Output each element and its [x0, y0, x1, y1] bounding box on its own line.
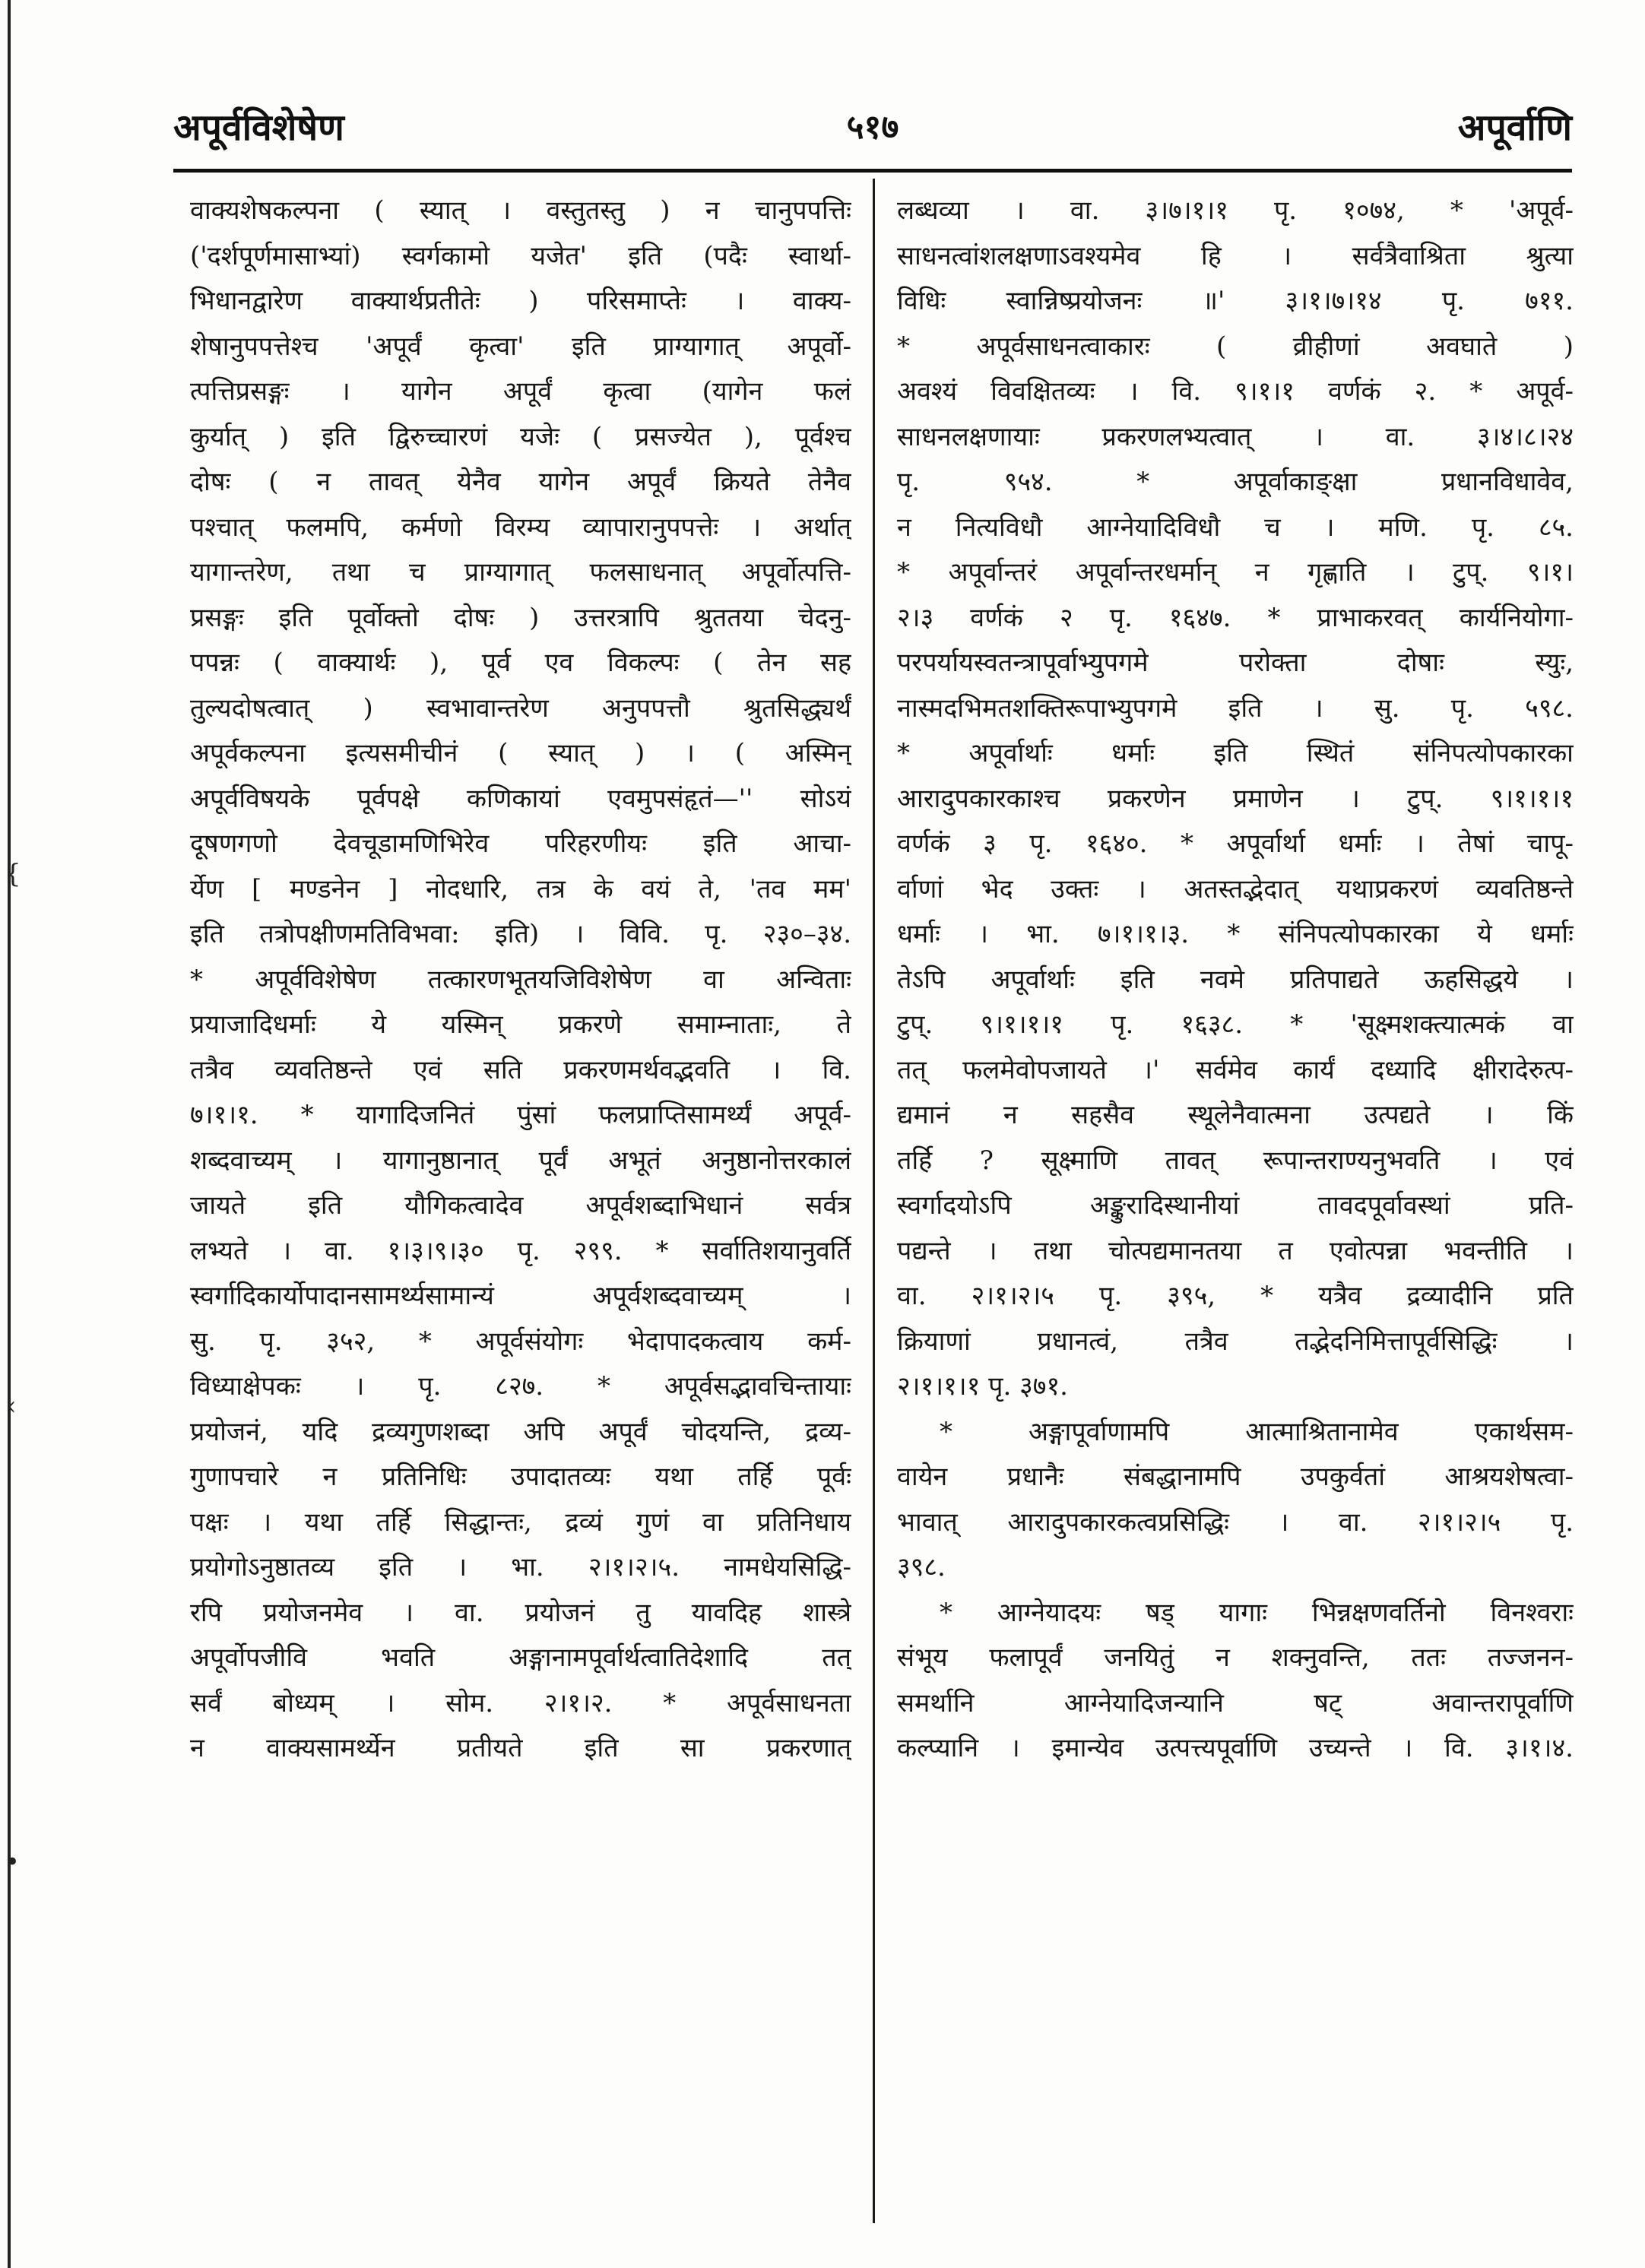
text-line: कल्प्यानि । इमान्येव उत्पत्त्यपूर्वाणि उच्यन्ते । वि. ३।१।४.	[897, 1733, 1574, 1763]
column-divider	[873, 179, 875, 2223]
text-line: तेऽपि अपूर्वार्थाः इति नवमे प्रतिपाद्यते ऊहसिद्धये ।	[897, 964, 1574, 995]
text-line: भिधानद्वारेण वाक्यार्थप्रतीतेः ) परिसमाप्तेः । वाक्य-	[190, 286, 851, 316]
text-line: अपूर्वविषयके पूर्वपक्षे कणिकायां एवमुपसंहृतं—'' सोऽयं	[190, 783, 851, 814]
text-line: वाक्यशेषकल्पना ( स्यात् । वस्तुतस्तु ) न चानुपपत्तिः	[190, 195, 851, 226]
text-line: वर्णकं ३ पृ. १६४०. * अपूर्वार्था धर्माः । तेषां चापू-	[897, 828, 1574, 859]
text-line: सर्वं बोध्यम् । सोम. २।१।२. * अपूर्वसाधनता	[190, 1687, 851, 1718]
text-line: पश्चात् फलमपि, कर्मणो विरम्य व्यापारानुपपत्तेः । अर्थात्	[190, 512, 851, 543]
text-line: गुणापचारे न प्रतिनिधिः उपादातव्यः यथा तर्हि पूर्वः	[190, 1462, 851, 1492]
text-line: वायेन प्रधानैः संबद्धानामपि उपकुर्वतां आश्रयशेषत्वा-	[897, 1462, 1574, 1492]
text-line: नास्मदभिमतशक्तिरूपाभ्युपगमे इति । सु. पृ. ५९८.	[897, 692, 1574, 724]
text-line: पृ. ९५४. * अपूर्वाकाङ्क्षा प्रधानविधावेव,	[897, 467, 1574, 497]
text-line: सु. पृ. ३५२, * अपूर्वसंयोगः भेदापादकत्वाय कर्म-	[190, 1326, 851, 1357]
text-line: २।३ वर्णकं २ पृ. १६४७. * प्राभाकरवत् कार्यनियोगा-	[897, 602, 1574, 633]
text-line: प्रयाजादिधर्माः ये यस्मिन् प्रकरणे समाम्नाताः, ते	[190, 1009, 851, 1040]
text-line: पपन्नः ( वाक्यार्थः ), पूर्व एव विकल्पः ( तेन सह	[190, 648, 851, 678]
running-header	[173, 97, 1572, 158]
page-number: ५१७	[846, 108, 899, 147]
text-line: द्यमानं न सहसैव स्थूलेनैवात्मना उत्पद्यते । किं	[897, 1100, 1574, 1130]
text-line: परपर्यायस्वतन्त्रापूर्वाभ्युपगमे परोक्ता दोषाः स्युः,	[897, 648, 1574, 678]
text-line: * अपूर्वसाधनत्वाकारः ( व्रीहीणां अवघाते )	[897, 331, 1574, 362]
text-line: आराद‍ुपकारकाश्च प्रकरणेन प्रमाणेन । टुप्. ९।१।१।१	[897, 783, 1574, 814]
text-line: टुप्. ९।१।१।१ पृ. १६३८. * 'सूक्ष्मशक्त्यात्मकं वा	[897, 1009, 1574, 1040]
text-line: २।१।१।१ पृ. ३७१.	[897, 1371, 1068, 1402]
text-line: न नित्यविधौ आग्नेयादिविधौ च । मणि. पृ. ८५.	[897, 512, 1574, 543]
text-line: दोषः ( न तावत् येनैव यागेन अपूर्वं क्रियते तेनैव	[190, 467, 851, 497]
margin-mark: {	[5, 859, 21, 889]
left-column	[190, 188, 851, 2225]
right-column	[897, 188, 1574, 2225]
text-line: * अपूर्वार्थाः धर्माः इति स्थितं संनिपत्योपकारका	[897, 738, 1574, 768]
text-line: पद्यन्ते । तथा चोत्पद्यमानतया त एवोत्पन्ना भवन्तीति ।	[897, 1235, 1574, 1266]
text-line: ७।१।१. * यागादिजनितं पुंसां फलप्राप्तिसामर्थ्यं अपूर्व-	[190, 1100, 851, 1130]
header-left-word: अपूर्वविशेषेण	[173, 106, 344, 149]
text-line: अवश्यं विवक्षितव्यः । वि. ९।१।१ वर्णकं २. * अपूर्व-	[897, 376, 1574, 407]
text-line: विध्याक्षेपकः । पृ. ८२७. * अपूर्वसद्भावचिन्तायाः	[190, 1371, 851, 1402]
text-line: जायते इति यौगिकत्वादेव अपूर्वशब्दाभिधानं सर्वत्र	[190, 1190, 851, 1221]
text-line: कुर्यात् ) इति द्विरुच्चारणं यजेः ( प्रसज्येत ), पूर्वश्च	[190, 421, 851, 452]
text-line: * अङ्गापूर्वाणामपि आत्माश्रितानामेव एकार्थसम-	[940, 1416, 1574, 1447]
text-line: प्रयोगोऽनुष्ठातव्य इति । भा. २।१।२।५. नामधेयसिद्धि-	[190, 1552, 851, 1582]
text-line: क्रियाणां प्रधानत्वं, तत्रैव तद्भेदनिमित्तापूर्वसिद्धिः ।	[897, 1326, 1574, 1357]
margin-mark: ‹	[6, 1391, 17, 1421]
text-line: अपूर्वोपजीवि भवति अङ्गानामपूर्वार्थत्वातिदेशादि तत्	[190, 1642, 851, 1673]
text-line: पक्षः । यथा तर्हि सिद्धान्तः, द्रव्यं गुणं वा प्रतिनिधाय	[190, 1506, 851, 1538]
text-line: साधनलक्षणायाः प्रकरणलभ्यत्वात् । वा. ३।४।८।२४	[897, 421, 1574, 452]
text-line: तुल्यदोषत्वात् ) स्वभावान्तरेण अनुपपत्तौ श्रुतसिद्ध्यर्थं	[190, 692, 851, 724]
header-right-word: अपूर्वाणि	[1457, 106, 1572, 149]
text-line: यागान्तरेण, तथा च प्राग्यागात् फलसाधनात् अपूर्वोत्पत्ति-	[190, 557, 851, 588]
text-line: ('दर्शपूर्णमासाभ्यां) स्वर्गकामो यजेत' इति (पदैः स्वार्था-	[190, 240, 851, 271]
text-line: अपूर्वकल्पना इत्यसमीचीनं ( स्यात् ) । ( अस्मिन्	[190, 738, 851, 768]
text-line: समर्थानि आग्नेयादिजन्यानि षट् अवान्तरापूर्वाणि	[897, 1687, 1574, 1718]
text-line: स्वर्गादिकार्योपादानसामर्थ्यसामान्यं अपूर्वशब्दवाच्यम् ।	[190, 1281, 851, 1311]
text-line: ३९८.	[897, 1552, 946, 1582]
text-line: * आग्नेयादयः षड् यागाः भिन्नक्षणवर्तिनो विनश्वराः	[940, 1597, 1574, 1628]
text-line: वा. २।१।२।५ पृ. ३९५, * यत्रैव द्रव्यादीनि प्रति	[897, 1281, 1574, 1311]
text-line: तत् फलमेवोपजायते ।' सर्वमेव कार्यं दध्यादि क्षीरादेरुत्प-	[897, 1054, 1574, 1085]
text-line: प्रयोजनं, यदि द्रव्यगुणशब्दा अपि अपूर्वं चोदयन्ति, द्रव्य-	[190, 1416, 851, 1447]
text-line: दूषणगणो देवचूडामणिभिरेव परिहरणीयः इति आचा-	[190, 828, 851, 859]
left-page-edge-rule	[8, 0, 11, 2268]
text-line: भावात् आराद‍ुपकारकत्वप्रसिद्धिः । वा. २।१।२।५ पृ.	[897, 1506, 1574, 1538]
text-line: इति तत्रोपक्षीणमतिविभवा: इति) । विवि. पृ. २३०–३४.	[190, 919, 851, 949]
text-line: र्वाणां भेद उक्तः । अतस्तद्भेदात् यथाप्रकरणं व्यवतिष्ठन्ते	[897, 873, 1574, 904]
text-line: शेषानुपपत्तेश्च 'अपूर्वं कृत्वा' इति प्राग्यागात् अपूर्वो-	[190, 331, 851, 362]
text-line: विधिः स्वान्निष्प्रयोजनः ॥' ३।१।७।१४ पृ. ७११.	[897, 286, 1574, 316]
text-line: संभूय फलापूर्वं जनयितुं न शक्नुवन्ति, ततः तज्जनन-	[897, 1642, 1574, 1673]
text-line: र्येण [ मण्डनेन ] नोदधारि, तत्र के वयं ते, 'तव मम'	[190, 873, 851, 904]
text-line: न वाक्यसामर्थ्येन प्रतीयते इति सा प्रकरणात्	[190, 1733, 851, 1763]
text-line: * अपूर्वान्तरं अपूर्वान्तरधर्मान् न गृह्णाति । टुप्. ९।१।	[897, 557, 1574, 588]
text-line: लभ्यते । वा. १।३।९।३० पृ. २९९. * सर्वातिशयानुवर्ति	[190, 1235, 851, 1266]
text-line: तत्रैव व्यवतिष्ठन्ते एवं सति प्रकरणमर्थवद्भवति । वि.	[190, 1054, 851, 1085]
margin-mark: •	[5, 1847, 21, 1877]
text-line: तर्हि ? सूक्ष्माणि तावत् रूपान्तराण्यनुभवति । एवं	[897, 1145, 1574, 1176]
text-line: रपि प्रयोजनमेव । वा. प्रयोजनं तु यावदिह शास्त्रे	[190, 1597, 851, 1628]
text-line: शब्दवाच्यम् । यागानुष्ठानात् पूर्वं अभूतं अनुष्ठानोत्तरकालं	[190, 1145, 851, 1176]
header-rule	[173, 169, 1572, 173]
text-line: प्रसङ्गः इति पूर्वोक्तो दोषः ) उत्तरत्रापि श्रुततया चेदनु-	[190, 602, 851, 633]
text-line: धर्माः । भा. ७।१।१।३. * संनिपत्योपकारका ये धर्माः	[897, 919, 1574, 949]
text-line: स्वर्गादयोऽपि अङ्कुरादिस्थानीयां तावदपूर्वावस्थां प्रति-	[897, 1190, 1574, 1221]
text-line: लब्धव्या । वा. ३।७।१।१ पृ. १०७४, * 'अपूर्व-	[897, 195, 1574, 226]
text-line: * अपूर्वविशेषेण तत्कारणभूतयजिविशेषेण वा अन्विताः	[190, 964, 851, 995]
text-line: त्पत्तिप्रसङ्गः । यागेन अपूर्वं कृत्वा (यागेन फलं	[190, 376, 851, 407]
text-line: साधनत्वांशलक्षणाऽवश्यमेव हि । सर्वत्रैवाश्रिता श्रुत्या	[897, 240, 1574, 271]
